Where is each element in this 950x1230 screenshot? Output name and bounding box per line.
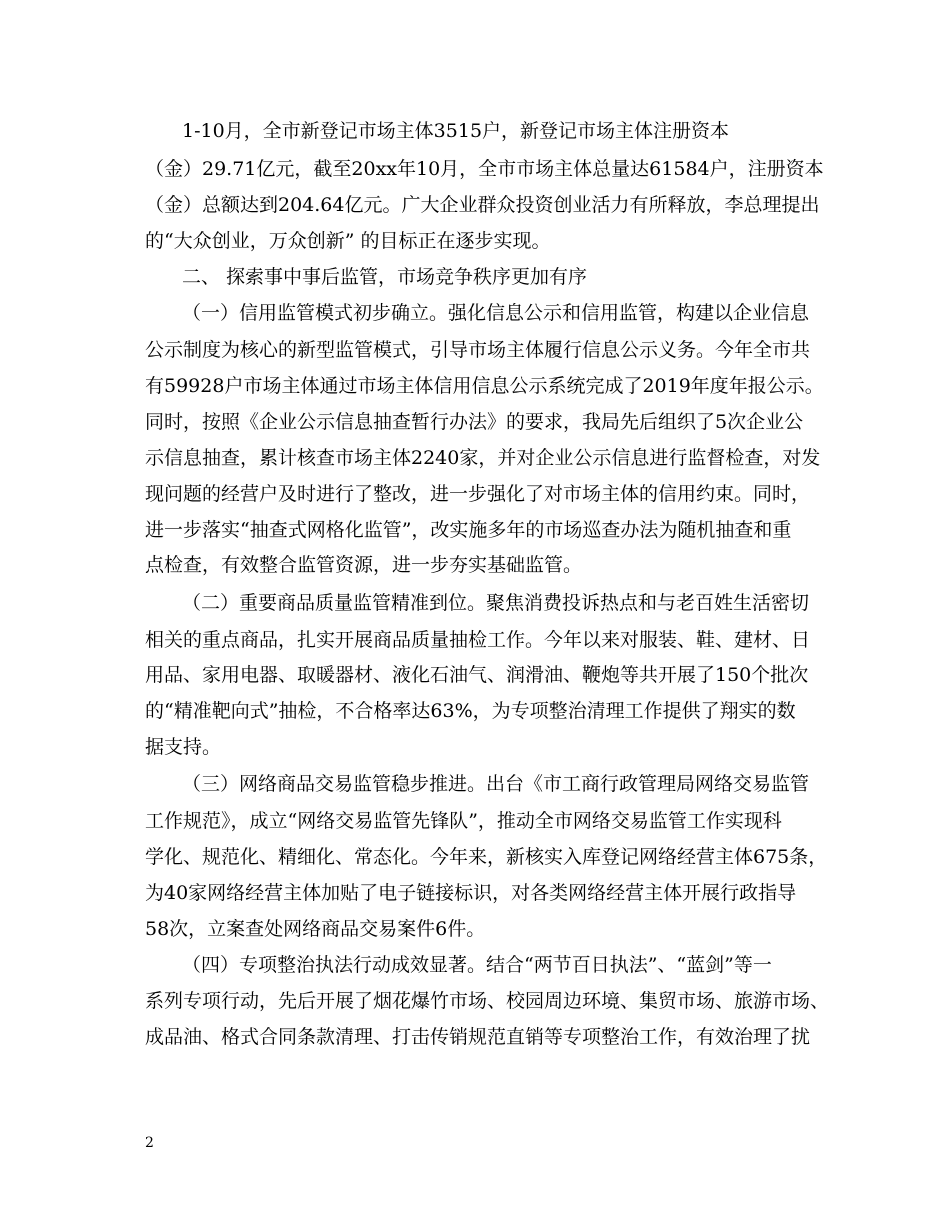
paragraph-line: 点检查，有效整合监管资源，进一步夯实基础监管。 [145, 554, 583, 576]
paragraph-line: 1-10月，全市新登记市场主体3515户，新登记市场主体注册资本 [182, 120, 730, 142]
paragraph-line: （金）29.71亿元，截至20xx年10月，全市市场主体总量达61584户，注册资本 [145, 158, 824, 180]
paragraph-line: （三）网络商品交易监管稳步推进。出台《市工商行政管理局网络交易监管 [182, 773, 810, 795]
paragraph-line: 学化、规范化、精细化、常态化。今年来，新核实入库登记网络经营主体675条， [145, 846, 828, 868]
paragraph-line: 据支持。 [145, 736, 222, 758]
paragraph-line: 成品油、格式合同条款清理、打击传销规范直销等专项整治工作，有效治理了扰 [145, 1026, 811, 1048]
paragraph-line: 的“精准靶向式”抽检，不合格率达63%，为专项整治清理工作提供了翔实的数 [145, 700, 796, 722]
paragraph-line: （二）重要商品质量监管精准到位。聚焦消费投诉热点和与老百姓生活密切 [182, 592, 810, 614]
paragraph-line: 工作规范》，成立“网络交易监管先锋队”，推动全市网络交易监管工作实现科 [145, 810, 782, 832]
paragraph-line: 示信息抽查，累计核查市场主体2240家，并对企业公示信息进行监督检查，对发 [145, 447, 821, 469]
paragraph-line: 同时，按照《企业公示信息抽查暂行办法》的要求，我局先后组织了5次企业公 [145, 411, 804, 433]
paragraph-line: （一）信用监管模式初步确立。强化信息公示和信用监管，构建以企业信息 [182, 302, 810, 324]
paragraph-line: 的“大众创业，万众创新” 的目标正在逐步实现。 [145, 230, 551, 252]
paragraph-line: 相关的重点商品，扎实开展商品质量抽检工作。今年以来对服装、鞋、建材、日 [145, 629, 811, 651]
paragraph-line: 有59928户市场主体通过市场主体信用信息公示系统完成了2019年度年报公示。 [145, 375, 824, 397]
paragraph-line: 为40家网络经营主体加贴了电子链接标识，对各类网络经营主体开展行政指导 [145, 882, 797, 904]
paragraph-line: 现问题的经营户及时进行了整改，进一步强化了对市场主体的信用约束。同时， [145, 483, 811, 505]
page-number: 2 [145, 1135, 154, 1151]
section-heading: 二、 探索事中事后监管，市场竞争秩序更加有序 [182, 266, 588, 288]
paragraph-line: 进一步落实“抽查式网格化监管”，改实施多年的市场巡查办法为随机抽查和重 [145, 519, 792, 541]
paragraph-line: （金）总额达到204.64亿元。广大企业群众投资创业活力有所释放，李总理提出 [145, 194, 820, 216]
paragraph-line: 用品、家用电器、取暖器材、液化石油气、润滑油、鞭炮等共开展了150个批次 [145, 664, 809, 686]
paragraph-line: 58次，立案查处网络商品交易案件6件。 [145, 918, 486, 940]
paragraph-line: 公示制度为核心的新型监管模式，引导市场主体履行信息公示义务。今年全市共 [145, 339, 811, 361]
paragraph-line: 系列专项行动，先后开展了烟花爆竹市场、校园周边环境、集贸市场、旅游市场、 [145, 990, 830, 1012]
paragraph-line: （四）专项整治执法行动成效显著。结合“两节百日执法”、“蓝剑”等一 [182, 954, 772, 976]
